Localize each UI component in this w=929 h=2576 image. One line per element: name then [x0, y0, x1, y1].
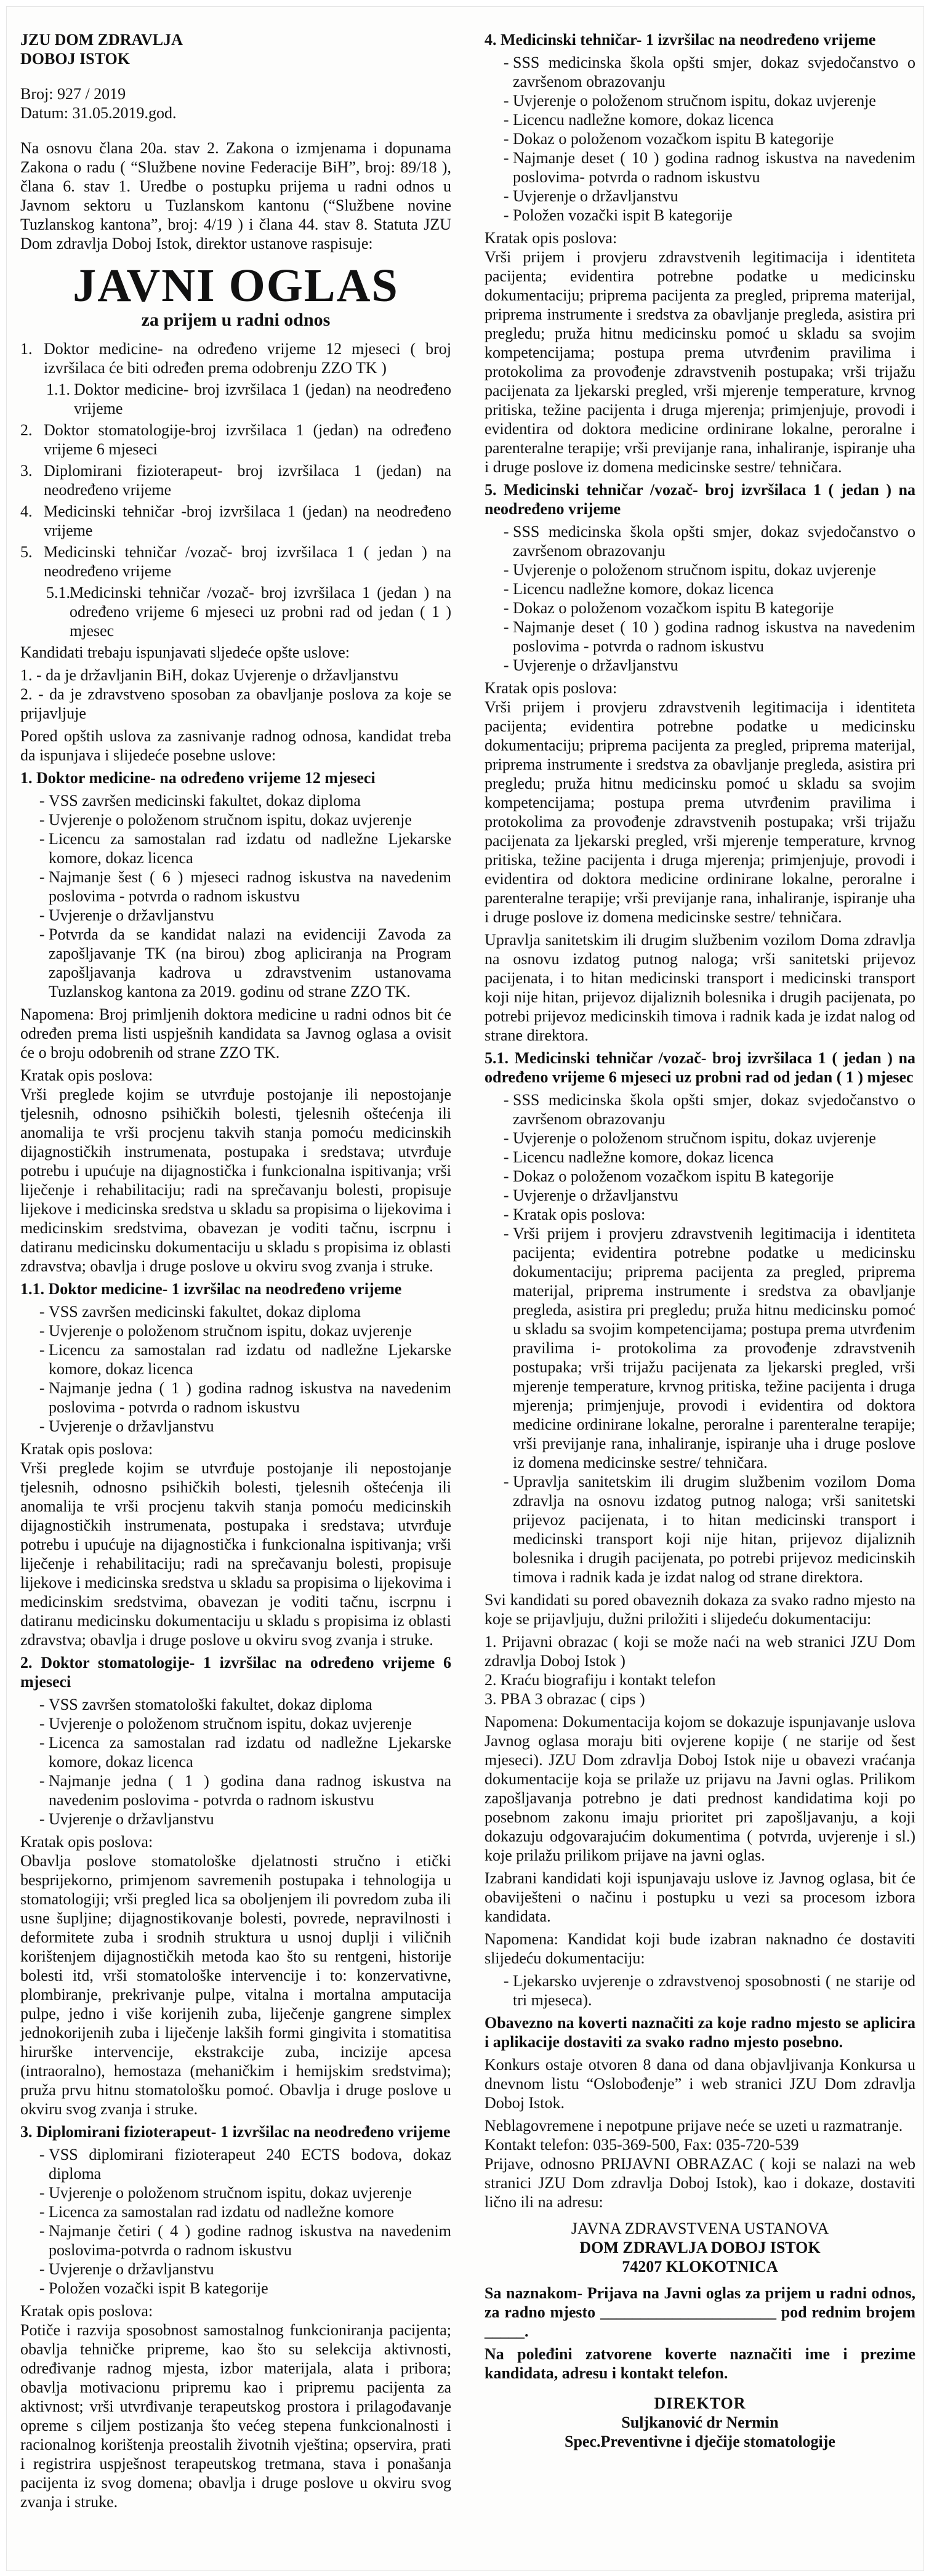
list-item: • Licencu nadležne komore, dokaz licenca [513, 110, 915, 129]
duties-heading: Kratak opis poslova: [20, 2302, 153, 2320]
left-column [20, 30, 451, 2515]
list-item: • Uvjerenje o položenom stručnom ispitu, dokaz uvjerenje [513, 91, 915, 110]
section-heading: 5.1. Medicinski tehničar /vozač- broj izvršilaca 1 ( jedan ) na određeno vrijeme 6 mjeseci uz probni rad od jedan ( 1 ) mjesec [485, 1049, 915, 1086]
requirements-list [485, 522, 915, 675]
section-heading: 1. Doktor medicine- na određeno vrijeme 12 mjeseci [20, 769, 376, 787]
position-item [20, 421, 451, 459]
list-item: • Licencu nadležne komore, dokaz licenca [513, 1148, 915, 1167]
list-item: • Licencu za samostalan rad izdatu od nadležne Ljekarske komore, dokaz licenca [49, 1340, 451, 1379]
duties-heading: Kratak opis poslova: [20, 1440, 153, 1458]
envelope-instruction: Obavezno na koverti naznačiti za koje radno mjesto se aplicira i aplikacije dostaviti za svako radno mjesto posebno. [485, 2014, 915, 2051]
list-item: • Uvjerenje o položenom stručnom ispitu, dokaz uvjerenje [49, 810, 451, 829]
list-item: • Položen vozački ispit B kategorije [513, 206, 915, 225]
duties-text: Vrši preglede kojim se utvrđuje postojanje ili nepostojanje tjelesnih, odnosno psihičkih bolesti, tjelesnih oštećenja ili anomalija te vrši procjenu takvih stanja pomoću medicinskih dijagnostičkih instrumenata, postupaka i sredstava; utvrđuje potrebu i upućuje na dijagnostička i funkcionalna ispitivanja; vrši liječenje i rehabilitaciju; radi na sprečavanju bolesti, propisuje lijekove i medicinska sredstva u skladu sa propisima o lijekovima i medicinskim sredstvima, obavezan je voditi tačnu, iscrpnu i datiranu medicinsku dokumentaciju u skladu s propisima iz oblasti zdravstva; obavlja i druge poslove u okviru svog zvanja i struke. [20, 1459, 451, 1649]
submission-instruction: Prijave, odnosno PRIJAVNI OBRAZAC ( koji se nalazi na web stranici JZU Dom zdravlja Doboj Istok), kao i dokaze, dostaviti lično ili na adresu: [485, 2155, 915, 2211]
late-applications: Neblagovremene i nepotpune prijave neće se uzeti u razmatranje. [485, 2117, 903, 2135]
duties-text: Vrši preglede kojim se utvrđuje postojanje ili nepostojanje tjelesnih, odnosno psihičkih bolesti, tjelesnih oštećenja ili anomalija te vrši procjenu takvih stanja pomoću medicinskih dijagnostičkih instrumenata, postupaka i sredstava; utvrđuje potrebu i upućuje na dijagnostička i funkcionalna ispitivanja; vrši liječenje i rehabilitaciju; radi na sprečavanju bolesti, propisuje lijekove i medicinska sredstva u skladu sa propisima o lijekovima i medicinskim sredstvima, obavezan je voditi tačnu, iscrpnu i datiranu medicinsku dokumentaciju u skladu s propisima iz oblasti zdravstva; obavlja i druge poslove u okviru svog zvanja i struke. [20, 1085, 451, 1275]
contact-phone: Kontakt telefon: 035-369-500, Fax: 035-720-539 [485, 2136, 799, 2154]
list-item: • Upravlja sanitetskim ili drugim službenim vozilom Doma zdravlja na osnovu izdatog putnog naloga; vrši sanitetski prijevoz pacijenata, i to hitan medicinski transport i medicinski transport koji nije hitan, prijevoz dijaliznih bolesnika i drugih pacijenata, po potrebi prijevoz medicinskih timova i radnik kada je izdat nalog od strane direktora. [513, 1472, 915, 1587]
note: Napomena: Broj primljenih doktora medicine u radni odnos bit će određen prema listi uspješnih kandidata sa Javnog oglasa a ovisit će o broju odobrenih od strane ZZO TK. [20, 1005, 451, 1061]
requirements-list [20, 1302, 451, 1436]
requirements-list [20, 2145, 451, 2298]
position-text: Diplomirani fizioterapeut- broj izvršilaca 1 (jedan) na neodređeno vrijeme [44, 462, 451, 499]
position-text: Doktor medicine- na određeno vrijeme 12 mjeseci ( broj izvršilaca će biti određen prema odobrenju ZZO TK ) [44, 340, 451, 377]
position-text: Medicinski tehničar /vozač- broj izvršilaca 1 (jedan ) na određeno vrijeme 6 mjeseci uz probni rad od jedan ( 1 ) mjesec [70, 584, 451, 640]
list-item: • Uvjerenje o državljanstvu [49, 2260, 451, 2279]
list-item: • Uvjerenje o položenom stručnom ispitu, dokaz uvjerenje [49, 1714, 451, 1733]
special-conditions-intro: Pored opštih uslova za zasnivanje radnog odnosa, kandidat treba da ispunjava i slijedeće posebne uslove: [20, 727, 451, 764]
ad-title: JAVNI OGLAS [73, 260, 399, 312]
position-number: 4. [20, 502, 33, 520]
after-selection-list [485, 1971, 915, 2010]
list-item: • Kratak opis poslova: [513, 1205, 915, 1224]
list-item: • Licencu za samostalan rad izdatu od nadležne Ljekarske komore, dokaz licenca [49, 829, 451, 867]
address-block [485, 2219, 915, 2276]
document-item: 1. Prijavni obrazac ( koji se može naći na web stranici JZU Dom zdravlja Doboj Istok ) [485, 1633, 915, 1670]
position-number: 3. [20, 462, 33, 480]
izabrani-kandidati: Izabrani kandidati koji ispunjavaju uslove iz Javnog oglasa, bit će obaviješteni o načinu i postupku u vezi sa procesom izbora kandidata. [485, 1869, 915, 1925]
position-item [46, 380, 451, 418]
list-item: • VSS završen stomatološki fakultet, dokaz diploma [49, 1695, 451, 1714]
list-item: • Uvjerenje o državljanstvu [513, 1186, 915, 1205]
position-number: 1. [20, 340, 33, 358]
position-item [46, 583, 451, 640]
duties-text: Potiče i razvija sposobnost samostalnog funkcioniranja pacijenta; obavlja tehničke pripreme, kao što su selekcija aktivnosti, određivanje radnog mjesta, izbor materijala, alata i pribora; obavlja motivacionu pripremu kao i pripremu pacijenta za aktivnost; vrši utvrđivanje terapeutskog prostora i prilagođavanje opreme s ciljem postizanja što većeg stepena funkcionalnosti i racionalnog korištenja preostalih životnih vještina; opservira, prati i registrira uspješnost terapeutskog tretmana, stava i ponašanja pacijenta iz svog domena; obavlja i druge poslove u okviru svog zvanja i struke. [20, 2321, 451, 2511]
section-heading: 3. Diplomirani fizioterapeut- 1 izvršilac na neodređeno vrijeme [20, 2123, 451, 2141]
org-line-2: DOBOJ ISTOK [20, 50, 130, 68]
signature-role: Spec.Preventivne i dječije stomatologije [565, 2433, 835, 2450]
list-item: • Uvjerenje o državljanstvu [49, 906, 451, 925]
duties-text: Upravlja sanitetskim ili drugim službenim vozilom Doma zdravlja na osnovu izdatog putnog naloga; vrši sanitetski prijevoz pacijenata, i to hitan medicinski transport i medicinski transport koji nije hitan, prijevoz dijaliznih bolesnika i drugih pacijenata, po potrebi prijevoz medicinskih timova i radnik kada je izdat nalog od strane direktora. [485, 931, 915, 1044]
general-condition: 2. - da je zdravstveno sposoban za obavljanje poslova za koje se prijavljuje [20, 685, 451, 722]
address-line: JAVNA ZDRAVSTVENA USTANOVA [571, 2220, 829, 2237]
legal-intro: Na osnovu člana 20a. stav 2. Zakona o izmjenama i dopunama Zakona o radu ( “Službene novine Federacije BiH”, broj: 89/18 ), člana 6. stav 1. Uredbe o postupku prijema u radni odnos u Javnom sektoru u Tuzlanskom kantonu (“Službene novine Tuzlanskog kantona”, broj: 4/19 ) i člana 44. stav 8. Statuta JZU Dom zdravlja Doboj Istok, direktor ustanove raspisuje: [20, 139, 451, 252]
requirements-list [20, 1695, 451, 1829]
napomena-2: Napomena: Kandidat koji bude izabran naknadno će dostaviti slijedeću dokumentaciju: [485, 1930, 915, 1967]
duties-text: Obavlja poslove stomatološke djelatnosti stručno i etički besprijekorno, primjenom savremenih postupaka i tehnologija u stomatologiji; vrši pregled lica sa obolјenjem ili povredom zuba ili usne šupljine; dijagnostikovanje bolesti, povrede, nepravilnosti i deformitete zuba i srodnih struktura u usnoj duplji i viličnih korištenjem dijagnostičkih metoda kao što su rentgeni, historije bolesti itd, vrši stomatološke intervencije i to: konzervativne, plombiranje, prekrivanje pulpe, vitalna i mortalna amputacija pulpe, jedno i više korijenih zuba, liječenje gangrene simplex jednokorijenih zuba i liječenje lakših formi gingivita i stomatitisa hirurške intervencije, ekstrakcije zuba, incizije apcesa (intraoralno), hemostaza (mehaničkim i hemijskim sredstvima); pruža prvu hitnu stomatološku pomoć. Obavlja i druge poslove u okviru svog zvanja i struke. [20, 1852, 451, 2118]
requirements-list [20, 791, 451, 1001]
doc-number: Broj: 927 / 2019 [20, 85, 126, 103]
requirements-list [485, 53, 915, 225]
list-item: • Dokaz o položenom vozačkom ispitu B kategorije [513, 1167, 915, 1186]
address-line: 74207 KLOKOTNICA [622, 2258, 778, 2276]
position-text: Doktor stomatologije-broj izvršilaca 1 (jedan) na određeno vrijeme 6 mjeseci [44, 421, 451, 458]
position-item [20, 542, 451, 581]
signature-block [485, 2394, 915, 2451]
list-item: • Najmanje šest ( 6 ) mjeseci radnog iskustva na navedenim poslovima - potvrda o radnom iskustvu [49, 867, 451, 906]
list-item: • Uvjerenje o državljanstvu [513, 656, 915, 675]
position-number: 5. [20, 543, 33, 561]
section-heading: 1.1. Doktor medicine- 1 izvršilac na neodređeno vrijeme [20, 1280, 402, 1298]
duties-heading: Kratak opis poslova: [20, 1066, 153, 1084]
list-item: • VSS završen medicinski fakultet, dokaz diploma [49, 1302, 451, 1321]
position-item [20, 502, 451, 540]
list-item: • Licenca za samostalan rad izdatu od nadležne Ljekarske komore, dokaz licenca [49, 1733, 451, 1771]
org-line-1: JZU DOM ZDRAVLJA [20, 31, 183, 49]
list-item: • Vrši prijem i provjeru zdravstvenih legitimacija i identiteta pacijenta; evidentira potrebne podatke u medicinsku dokumentaciju; priprema pacijenta za pregled, priprema materijal, priprema instrumente i sredstva za obavljanje pregleda, asistira pri pregledu; pruža hitnu medicinsku pomoć u skladu sa svojim kompetencijama; postupa prema utvrđenim pravilima i- protokolima za provođenje zdravstvenih postupaka; vrši trijažu pacijenata za ljekarski pregled, vrši mjerenje temperature, krvnog pritiska, težine pacijenta i druga mjerenja; primjenjuje, provodi i evidentira od doktora medicine ordinirane lokalne, peroralne i parenteralne terapije; vrši previjanje rana, inhaliranje, ispiranje uha i druge poslove iz domena medicinske sestre/ tehničara. [513, 1224, 915, 1472]
duties-heading: Kratak opis poslova: [485, 679, 617, 697]
duties-text: Vrši prijem i provjeru zdravstvenih legitimacija i identiteta pacijenta; evidentira potrebne podatke u medicinsku dokumentaciju; priprema pacijenta za pregled, priprema materijal, priprema instrumente i sredstva za obavljanje pregleda, asistira pri pregledu; pruža hitnu medicinsku pomoć u skladu sa svojim kompetencijama; postupa prema utvrđenim pravilima i protokolima za provođenje zdravstvenih postupaka; vrši trijažu pacijenata za ljekarski pregled, vrši mjerenje temperature, krvnog pritiska, težine pacijenta i druga mjerenja; primjenjuje, provodi i evidentira od doktora medicine ordinirane lokalne, peroralne i parenteralne terapije; vrši previjanje rana, inhaliranje, ispiranje uha i druge poslove iz domena medicinske sestre/ tehničara. [485, 698, 915, 926]
list-item: • Najmanje četiri ( 4 ) godine radnog iskustva na navedenim poslovima-potvrda o radnom iskustvu [49, 2221, 451, 2260]
list-item: • SSS medicinska škola opšti smjer, dokaz svjedočanstvo o završenom obrazovanju [513, 522, 915, 560]
signature-name: Suljkanović dr Nermin [621, 2413, 779, 2431]
right-column [485, 30, 915, 2451]
konkurs-duration: Konkurs ostaje otvoren 8 dana od dana objavljivanja Konkursa u dnevnom listu “Oslobođenje” i web stranici JZU Dom zdravlja Doboj Istok. [485, 2056, 915, 2112]
positions-list [20, 339, 451, 640]
duties-heading: Kratak opis poslova: [485, 229, 617, 247]
doc-date: Datum: 31.05.2019.god. [20, 104, 177, 122]
list-item: • Uvjerenje o položenom stručnom ispitu, dokaz uvjerenje [513, 560, 915, 579]
list-item: • Dokaz o položenom vozačkom ispitu B kategorije [513, 129, 915, 148]
document-item: 3. PBA 3 obrazac ( cips ) [485, 1690, 645, 1708]
list-item: • Ljekarsko uvjerenje o zdravstvenoj sposobnosti ( ne starije od tri mjeseca). [513, 1971, 915, 2010]
general-conditions-heading: Kandidati trebaju ispunjavati sljedeće opšte uslove: [20, 643, 350, 661]
section-heading: 4. Medicinski tehničar- 1 izvršilac na neodređeno vrijeme [485, 31, 876, 49]
section-heading: 2. Doktor stomatologije- 1 izvršilac na određeno vrijeme 6 mjeseci [20, 1654, 451, 1691]
section-heading: 5. Medicinski tehničar /vozač- broj izvršilaca 1 ( jedan ) na neodređeno vrijeme [485, 481, 915, 518]
ad-subtitle: za prijem u radni odnos [141, 310, 331, 330]
position-number: 5.1. [46, 584, 70, 602]
general-condition: 1. - da je državljanin BiH, dokaz Uvjerenje o državljanstvu [20, 666, 399, 684]
list-item: • Licenca za samostalan rad izdatu od nadležne komore [49, 2202, 451, 2221]
position-item [20, 461, 451, 499]
list-item: • Najmanje deset ( 10 ) godina radnog iskustva na navedenim poslovima - potvrda o radnom iskustvu [513, 618, 915, 656]
list-item: • Najmanje jedna ( 1 ) godina dana radnog iskustva na navedenim poslovima - potvrda o radnom iskustvu [49, 1771, 451, 1809]
document-item: 2. Kraću biografiju i kontakt telefon [485, 1671, 716, 1689]
list-item: • Uvjerenje o položenom stručnom ispitu, dokaz uvjerenje [49, 1321, 451, 1340]
list-item: • VSS završen medicinski fakultet, dokaz diploma [49, 791, 451, 810]
duties-text: Vrši prijem i provjeru zdravstvenih legitimacija i identiteta pacijenta; evidentira potrebne podatke u medicinsku dokumentaciju; priprema pacijenta za pregled, priprema materijal, priprema instrumente i sredstva za obavljanje pregleda, asistira pri pregledu; pruža hitnu medicinsku pomoć u skladu sa svojim kompetencijama; postupa prema utvrđenim pravilima i protokolima za provođenje zdravstvenih postupaka; vrši trijažu pacijenata za ljekarski pregled, vrši mjerenje temperature, krvnog pritiska, težine pacijenta i druga mjerenja; primjenjuje, provodi i evidentira od doktora medicine ordinirane lokalne, peroralne i parenteralne terapije; vrši previjanje rana, inhaliranje, ispiranje uha i druge poslove iz domena medicinske sestre/ tehničara. [485, 248, 915, 476]
list-item: • Uvjerenje o državljanstvu [513, 187, 915, 206]
documents-intro: Svi kandidati su pored obaveznih dokaza za svako radno mjesto na koje se prijavljuju, dužni priložiti i slijedeću dokumentaciju: [485, 1591, 915, 1628]
duties-heading: Kratak opis poslova: [20, 1833, 153, 1851]
position-item [20, 339, 451, 377]
envelope-back: Na poleđini zatvorene koverte naznačiti ime i prezime kandidata, adresu i kontakt telefon. [485, 2345, 915, 2382]
list-item: • Uvjerenje o položenom stručnom ispitu, dokaz uvjerenje [49, 2183, 451, 2202]
list-item: • SSS medicinska škola opšti smjer, dokaz svjedočanstvo o završenom obrazovanju [513, 53, 915, 91]
position-text: Medicinski tehničar /vozač- broj izvršilaca 1 ( jedan ) na neodređeno vrijeme [44, 543, 451, 580]
list-item: • Najmanje jedna ( 1 ) godina radnog iskustva na navedenim poslovima - potvrda o radnom iskustvu [49, 1379, 451, 1417]
list-item: • Uvjerenje o državljanstvu [49, 1417, 451, 1436]
position-number: 1.1. [46, 380, 70, 398]
list-item: • Uvjerenje o položenom stručnom ispitu, dokaz uvjerenje [513, 1129, 915, 1148]
list-item: • SSS medicinska škola opšti smjer, dokaz svjedočanstvo o završenom obrazovanju [513, 1090, 915, 1129]
position-text: Medicinski tehničar -broj izvršilaca 1 (jedan) na neodređeno vrijeme [44, 502, 451, 539]
newspaper-clipping [6, 6, 924, 2571]
position-text: Doktor medicine- broj izvršilaca 1 (jedan) na neodređeno vrijeme [74, 380, 451, 417]
signature-title: DIREKTOR [654, 2394, 746, 2412]
list-item: • Dokaz o položenom vozačkom ispitu B kategorije [513, 598, 915, 618]
list-item: • Položen vozački ispit B kategorije [49, 2279, 451, 2298]
position-number: 2. [20, 421, 33, 439]
list-item: • Najmanje deset ( 10 ) godina radnog iskustva na navedenim poslovima- potvrda o radnom iskustvu [513, 148, 915, 187]
list-item: • Potvrda da se kandidat nalazi na evidenciji Zavoda za zapošljavanje TK (na birou) zbog apliciranja na Program zapošljavanja kadrova u zdravstvenim ustanovama Tuzlanskog kantona za 2019. godinu od strane ZZO TK. [49, 925, 451, 1001]
napomena-1: Napomena: Dokumentacija kojom se dokazuje ispunjavanje uslova Javnog oglasa moraju biti ovjerene kopije ( ne starije od šest mjeseci). JZU Dom zdravlja Doboj Istok nije u obavezi vraćanja dokumentacije koja se prilaže uz prijavu na Javni oglas. Prilikom zapošljavanja potrebno je dati prednost kandidatima koji po posebnom zakonu imaju prioritet pri zapošljavanju, a koji dokazuju odgovarajućim dokumentima ( potvrda, uvjerenje i sl.) koje prilažu prilikom prijave na javni oglas. [485, 1713, 915, 1864]
list-item: • Uvjerenje o državljanstvu [49, 1809, 451, 1829]
requirements-list [485, 1090, 915, 1587]
list-item: • Licencu nadležne komore, dokaz licenca [513, 579, 915, 598]
address-line: DOM ZDRAVLJA DOBOJ ISTOK [579, 2239, 821, 2256]
list-item: • VSS diplomirani fizioterapeut 240 ECTS bodova, dokaz diploma [49, 2145, 451, 2183]
envelope-label: Sa naznakom- Prijava na Javni oglas za prijem u radni odnos, za radno mjesto ______________________ pod rednim brojem _____. [485, 2284, 915, 2340]
